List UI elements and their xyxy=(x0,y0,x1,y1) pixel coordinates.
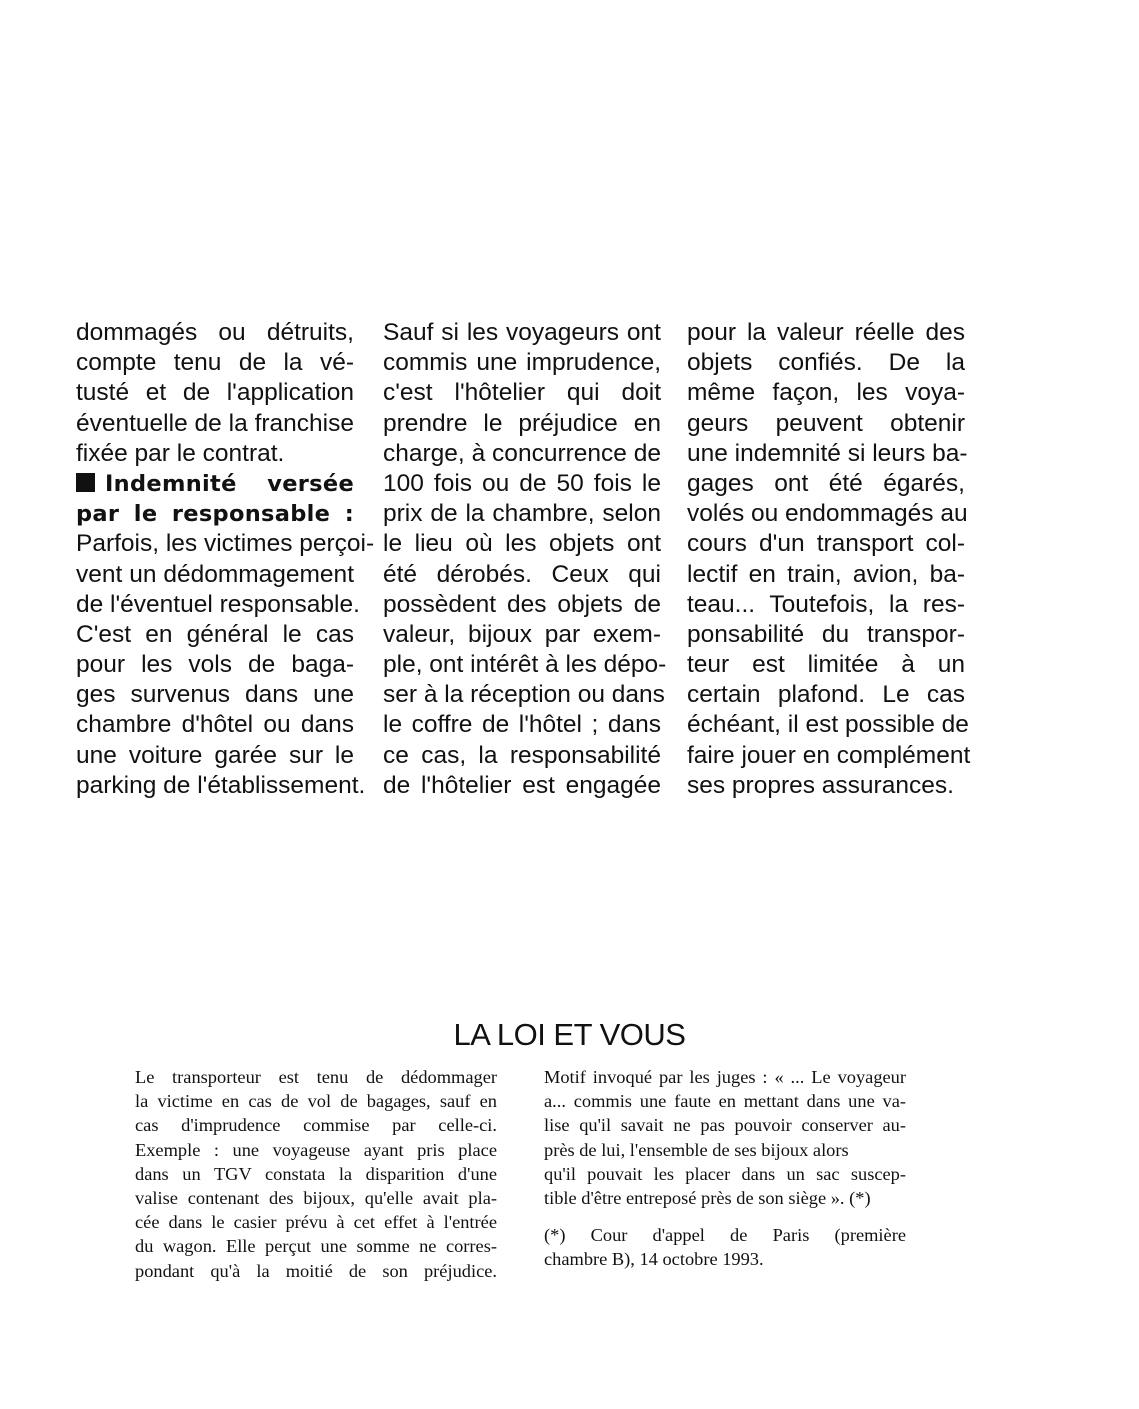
text-line: une indemnité si leurs ba- xyxy=(687,439,968,467)
article-column-2 xyxy=(383,318,667,801)
text-line: Sauf si les voyageurs ont xyxy=(383,319,661,346)
square-bullet-icon xyxy=(76,473,95,492)
text-line: du wagon. Elle perçut une somme ne corres- xyxy=(135,1236,497,1257)
text-line: ges survenus dans une xyxy=(76,681,354,709)
text-line: Parfois, les victimes perçoi- xyxy=(76,530,375,558)
text-line: lise qu'il savait ne pas pouvoir conserver au- xyxy=(544,1115,906,1136)
text-line: Le transporteur est tenu de dédommager xyxy=(135,1067,497,1087)
text-line: gages ont été égarés, xyxy=(687,469,965,497)
text-line: ple, ont intérêt à les dépo- xyxy=(383,651,667,679)
sidebar-title: LA LOI ET VOUS xyxy=(453,1017,686,1052)
text-line: dans un TGV constata la disparition d'une xyxy=(135,1163,497,1184)
text-line: de l'éventuel responsable. xyxy=(76,590,360,618)
text-line: ce cas, la responsabilité xyxy=(383,741,661,769)
text-line: certain plafond. Le cas xyxy=(687,681,965,709)
text-line: valeur, bijoux par exem- xyxy=(383,620,661,648)
text-line: possèdent des objets de xyxy=(383,590,661,618)
text-line: lectif en train, avion, ba- xyxy=(687,560,965,588)
section-heading-line-1: Indemnité versée xyxy=(105,470,354,497)
text-line: ponsabilité du transpor- xyxy=(687,620,965,648)
text-line: fixée par le contrat. xyxy=(76,439,285,467)
footnote-line: chambre B), 14 octobre 1993. xyxy=(544,1249,764,1270)
text-line: dommagés ou détruits, xyxy=(76,319,354,346)
text-line: la victime en cas de vol de bagages, sauf en xyxy=(135,1091,497,1112)
section-heading xyxy=(76,469,354,499)
text-line: valise contenant des bijoux, qu'elle avait pla- xyxy=(135,1187,497,1208)
text-line: éventuelle de la franchise xyxy=(76,409,354,437)
text-line: même façon, les voya- xyxy=(687,379,965,407)
text-line: 100 fois ou de 50 fois le xyxy=(383,469,661,497)
text-line: tible d'être entreposé près de son siège ». (*) xyxy=(544,1187,871,1208)
text-line: été dérobés. Ceux qui xyxy=(383,560,661,588)
text-line: commis une imprudence, xyxy=(383,349,661,377)
text-line: Motif invoqué par les juges : « ... Le voyageur xyxy=(544,1067,906,1087)
text-line: charge, à concurrence de xyxy=(383,439,661,467)
text-line: c'est l'hôtelier qui doit xyxy=(383,379,661,407)
section-heading-line-2: par le responsable : xyxy=(76,501,354,528)
text-line: cée dans le casier prévu à cet effet à l'entrée xyxy=(135,1212,497,1233)
article-column-1 xyxy=(76,318,375,801)
text-line: faire jouer en complément xyxy=(687,741,971,769)
text-line: parking de l'établissement. xyxy=(76,771,366,799)
sidebar-column-left xyxy=(135,1065,497,1283)
text-line: teur est limitée à un xyxy=(687,651,965,679)
text-line: cas d'imprudence commise par celle-ci. xyxy=(135,1115,497,1136)
text-line: compte tenu de la vé- xyxy=(76,349,354,377)
text-line: une voiture garée sur le xyxy=(76,741,354,769)
text-line: de l'hôtelier est engagée xyxy=(383,771,661,799)
text-line: C'est en général le cas xyxy=(76,620,354,648)
text-line: ses propres assurances. xyxy=(687,771,954,799)
text-line: geurs peuvent obtenir xyxy=(687,409,965,437)
text-line: pour la valeur réelle des xyxy=(687,319,965,346)
text-line: pour les vols de baga- xyxy=(76,651,354,679)
text-line: qu'il pouvait les placer dans un sac suscep- xyxy=(544,1163,906,1184)
article-column-3 xyxy=(687,318,971,801)
text-line: près de lui, l'ensemble de ses bijoux alors xyxy=(544,1139,849,1160)
text-line: vent un dédommagement xyxy=(76,560,354,588)
text-line: prix de la chambre, selon xyxy=(383,500,661,528)
text-line: le lieu où les objets ont xyxy=(383,530,661,558)
text-line: échéant, il est possible de xyxy=(687,711,969,739)
text-line: ser à la réception ou dans xyxy=(383,681,665,709)
text-line: teau... Toutefois, la res- xyxy=(687,590,965,618)
footnote-line: (*) Cour d'appel de Paris (première xyxy=(544,1225,906,1246)
text-line: le coffre de l'hôtel ; dans xyxy=(383,711,661,739)
text-line: pondant qu'à la moitié de son préjudice. xyxy=(135,1260,497,1281)
text-line: prendre le préjudice en xyxy=(383,409,661,437)
text-line: chambre d'hôtel ou dans xyxy=(76,711,354,739)
text-line: tusté et de l'application xyxy=(76,379,354,407)
text-line: Exemple : une voyageuse ayant pris place xyxy=(135,1139,497,1160)
text-line: cours d'un transport col- xyxy=(687,530,965,558)
spacer xyxy=(544,1210,906,1223)
sidebar-column-right xyxy=(544,1065,906,1272)
text-line: objets confiés. De la xyxy=(687,349,965,377)
text-line: a... commis une faute en mettant dans une va- xyxy=(544,1091,906,1112)
text-line: volés ou endommagés au xyxy=(687,500,968,528)
